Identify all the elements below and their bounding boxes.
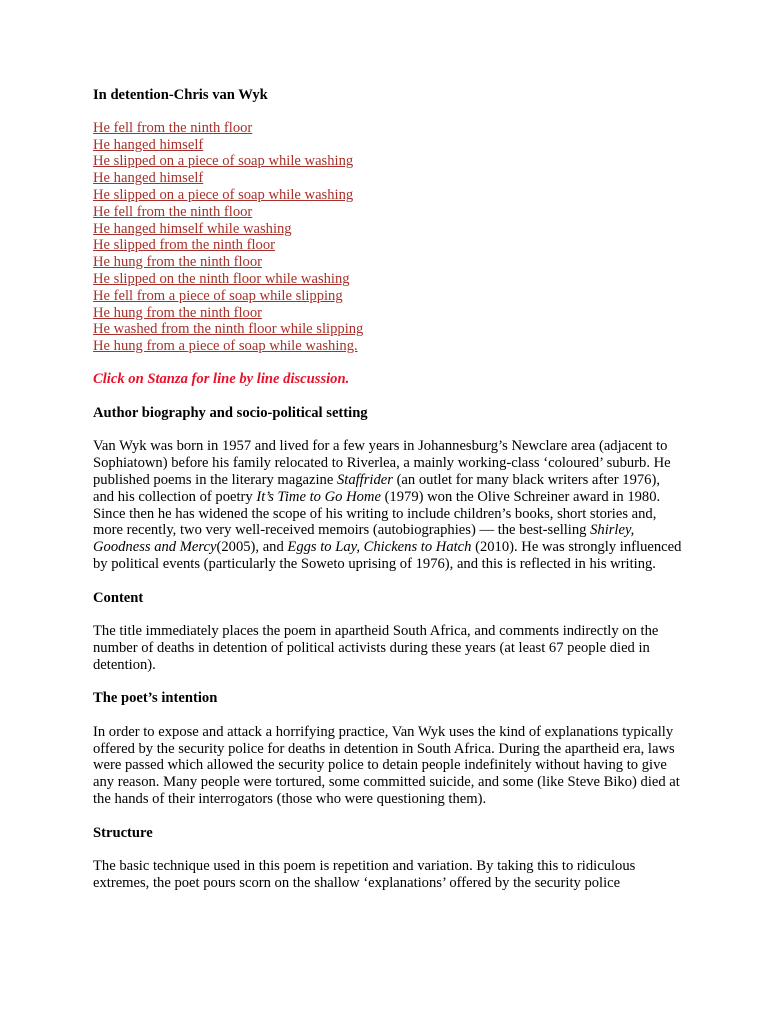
stanza-line[interactable]: He hanged himself [93,136,204,153]
stanza-line[interactable]: He slipped from the ninth floor [93,237,275,254]
stanza-line[interactable]: He washed from the ninth floor while slipping [93,321,364,338]
stanza-line[interactable]: He hung from the ninth floor [93,304,263,321]
intention-paragraph: In order to expose and attack a horrifying practice, Van Wyk uses the kind of explanations typically offered by the security police for deaths in detention in South Africa. During the apartheid era, laws were passed which allowed the security police to detain people indefinitely without having to give any reason. Many people were tortured, some committed suicide, and some (like Steve Biko) died at the hands of their interrogators (those who were questioning them). [93,723,680,808]
biography-heading: Author biography and socio-political setting [93,404,368,421]
stanza-line[interactable]: He slipped on the ninth floor while washing [93,270,350,287]
structure-paragraph: The basic technique used in this poem is repetition and variation. By taking this to ridiculous extremes, the poet pours scorn on the shallow ‘explanations’ offered by the security police [93,858,636,892]
stanza-line[interactable]: He slipped on a piece of soap while washing [93,153,354,170]
content-paragraph: The title immediately places the poem in apartheid South Africa, and comments indirectly on the number of deaths in detention of political activists during these years (at least 67 people died in detention). [93,623,659,673]
stanza-line[interactable]: He fell from the ninth floor [93,203,253,220]
content-heading: Content [93,589,144,606]
structure-heading: Structure [93,824,153,841]
document-page [93,87,683,909]
stanza-line[interactable]: He hanged himself [93,170,204,187]
stanza-line[interactable]: He fell from a piece of soap while slipping [93,287,343,304]
stanza-line[interactable]: He hanged himself while washing [93,220,292,237]
click-instruction: Click on Stanza for line by line discussion. [93,371,350,388]
biography-paragraph: Van Wyk was born in 1957 and lived for a few years in Johannesburg’s Newclare area (adjacent to Sophiatown) before his family relocated to Riverlea, a mainly working-class ‘coloured’ suburb. He published poems in the literary magazine Staffrider (an outlet for many black writers after 1976), and his collection of poetry It’s Time to Go Home (1979) won the Olive Schreiner award in 1980. Since then he has widened the scope of his writing to include children’s books, short stories and, more recently, two very well-received memoirs (autobiographies) — the best-selling Shirley, Goodness and Mercy(2005), and Eggs to Lay, Chickens to Hatch (2010). He was strongly influenced by political events (particularly the Soweto uprising of 1976), and this is reflected in his writing. [93,438,682,572]
intention-heading: The poet’s intention [93,690,218,707]
stanza-line[interactable]: He slipped on a piece of soap while washing [93,186,354,203]
stanza-line[interactable]: He fell from the ninth floor [93,119,253,136]
stanza[interactable] [93,120,683,355]
poem-title: In detention-Chris van Wyk [93,87,268,103]
stanza-line[interactable]: He hung from the ninth floor [93,254,263,271]
stanza-line[interactable]: He hung from a piece of soap while washing. [93,338,358,355]
